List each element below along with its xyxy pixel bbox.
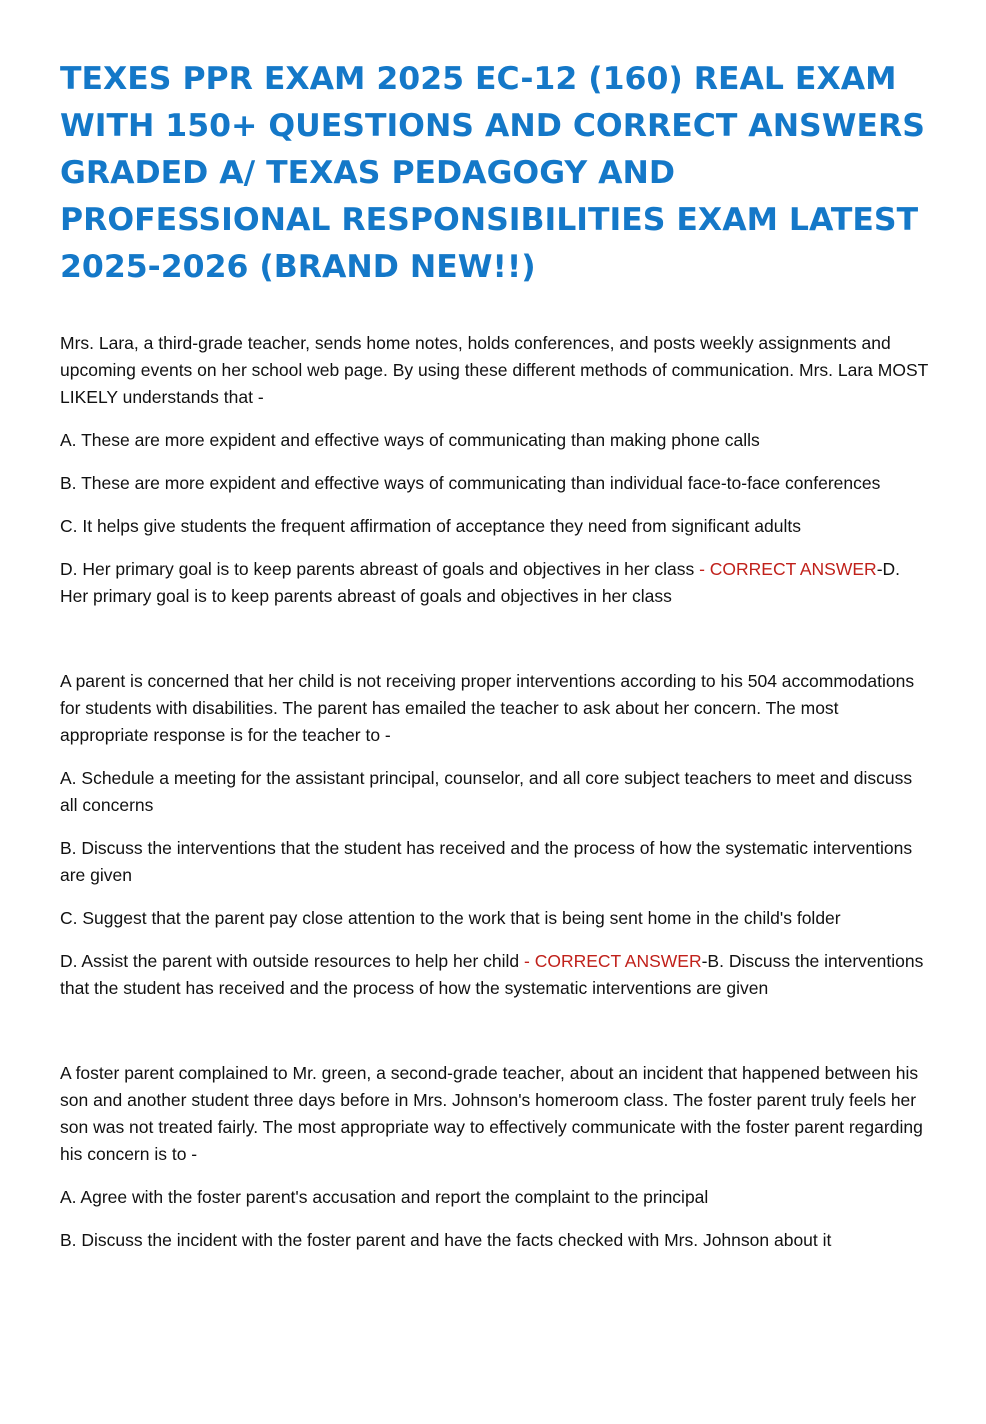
correct-answer-text: -D. Her primary goal is to keep parents abreast of goals and objectives in her class xyxy=(60,559,901,606)
question-separator xyxy=(60,626,930,668)
correct-answer-marker: - CORRECT ANSWER xyxy=(694,559,877,579)
correct-answer-marker: - CORRECT ANSWER xyxy=(519,951,702,971)
option-b: B. Discuss the interventions that the student has received and the process of how the systematic interventions are given xyxy=(60,838,913,885)
option-d-with-answer xyxy=(60,948,930,1002)
option-d: D. Her primary goal is to keep parents abreast of goals and objectives in her class xyxy=(60,559,695,579)
option-a: A. Schedule a meeting for the assistant principal, counselor, and all core subject teachers to meet and discuss all concerns xyxy=(60,768,913,815)
document-title: TEXES PPR EXAM 2025 EC-12 (160) REAL EXAM WITH 150+ QUESTIONS AND CORRECT ANSWERS GRADED A/ TEXAS PEDAGOGY AND PROFESSIONAL RESPONSIBILITIES EXAM LATEST 2025-2026 (BRAND NEW!!) xyxy=(60,61,925,285)
option-d-with-answer xyxy=(60,556,930,610)
question-stem: Mrs. Lara, a third-grade teacher, sends home notes, holds conferences, and posts weekly assignments and upcoming events on her school web page. By using these different methods of communication. Mrs. Lara MOST LIKELY understands that - xyxy=(60,333,929,407)
option-c: C. Suggest that the parent pay close attention to the work that is being sent home in the child's folder xyxy=(60,908,841,928)
question-stem: A foster parent complained to Mr. green, a second-grade teacher, about an incident that happened between his son and another student three days before in Mrs. Johnson's homeroom class. The foster parent truly feels her son was not treated fairly. The most appropriate way to effectively communicate with the foster parent regarding his concern is to - xyxy=(60,1063,923,1164)
question-block-3 xyxy=(60,1060,930,1254)
option-a: A. Agree with the foster parent's accusation and report the complaint to the principal xyxy=(60,1187,709,1207)
question-stem: A parent is concerned that her child is not receiving proper interventions according to his 504 accommodations for students with disabilities. The parent has emailed the teacher to ask about her concern. The most appropriate response is for the teacher to - xyxy=(60,671,915,745)
option-d: D. Assist the parent with outside resources to help her child xyxy=(60,951,520,971)
option-b: B. These are more expident and effective ways of communicating than individual face-to-face conferences xyxy=(60,473,881,493)
correct-answer-text: -B. Discuss the interventions that the student has received and the process of how the systematic interventions are given xyxy=(60,951,924,998)
question-block-2 xyxy=(60,668,930,1002)
question-separator xyxy=(60,1018,930,1060)
option-a: A. These are more expident and effective ways of communicating than making phone calls xyxy=(60,430,760,450)
option-c: C. It helps give students the frequent affirmation of acceptance they need from significant adults xyxy=(60,516,801,536)
document-body xyxy=(60,330,930,1270)
option-b: B. Discuss the incident with the foster parent and have the facts checked with Mrs. Johnson about it xyxy=(60,1230,832,1250)
question-block-1 xyxy=(60,330,930,610)
